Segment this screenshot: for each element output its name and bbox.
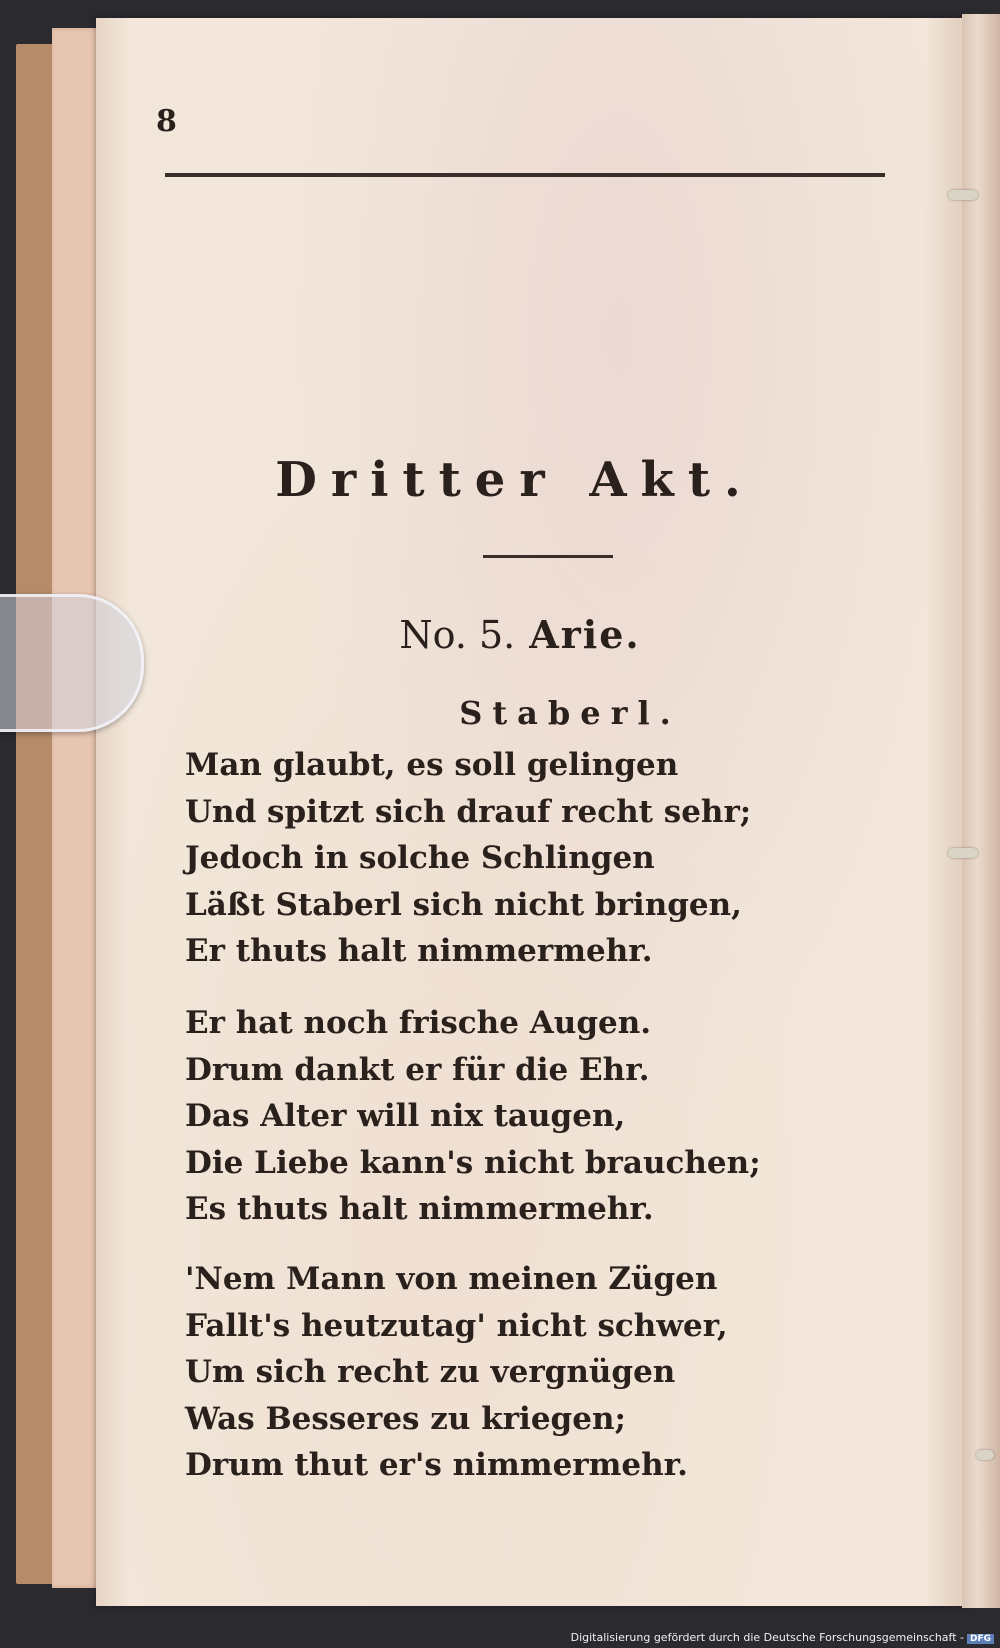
- dfg-badge: DFG: [967, 1634, 994, 1644]
- verse-line: Die Liebe kann's nicht brauchen;: [185, 1144, 761, 1181]
- verse-line: Das Alter will nix taugen,: [185, 1098, 626, 1134]
- verse-line: Und spitzt sich drauf recht sehr;: [185, 793, 752, 830]
- title-divider: [483, 555, 613, 558]
- verse-line: Man glaubt, es soll gelingen: [185, 747, 679, 783]
- number-heading: [0, 612, 1000, 657]
- verse-line: Es thuts halt nimmermehr.: [185, 1191, 654, 1227]
- act-title: Dritter Akt.: [275, 452, 755, 508]
- binding-thread: [948, 848, 978, 858]
- binding-thread: [948, 190, 978, 200]
- stanza: [185, 1256, 728, 1489]
- verse-line: 'Nem Mann von meinen Zügen: [185, 1261, 718, 1297]
- verse-line: Was Besseres zu kriegen;: [185, 1400, 626, 1437]
- book-cover-edge: [16, 44, 56, 1584]
- verse-line: Jedoch in solche Schlingen: [185, 840, 655, 876]
- stanza: [185, 1000, 761, 1233]
- verse-line: Um sich recht zu vergnügen: [185, 1354, 676, 1390]
- verse-line: Drum thut er's nimmermehr.: [185, 1447, 688, 1483]
- header-rule: [165, 173, 885, 177]
- verse-line: Er thuts halt nimmermehr.: [185, 933, 653, 969]
- page-number: 8: [156, 104, 177, 139]
- verse-line: Drum dankt er für die Ehr.: [185, 1051, 650, 1088]
- previous-leaf-edge: [52, 28, 102, 1588]
- verse-line: Fallt's heutzutag' nicht schwer,: [185, 1307, 728, 1344]
- number-type: Arie.: [529, 612, 641, 657]
- digitization-credit: [571, 1631, 994, 1644]
- credit-text: Digitalisierung gefördert durch die Deutsche Forschungsgemeinschaft -: [570, 1631, 964, 1644]
- verse-line: Er hat noch frische Augen.: [185, 1005, 652, 1041]
- verse-line: Läßt Staberl sich nicht bringen,: [185, 886, 742, 923]
- speaker-name: Staberl.: [459, 694, 681, 732]
- page-fore-edge: [962, 14, 1000, 1608]
- binding-thread: [976, 1450, 994, 1460]
- number-label: No. 5.: [399, 613, 516, 657]
- stanza: [185, 742, 751, 975]
